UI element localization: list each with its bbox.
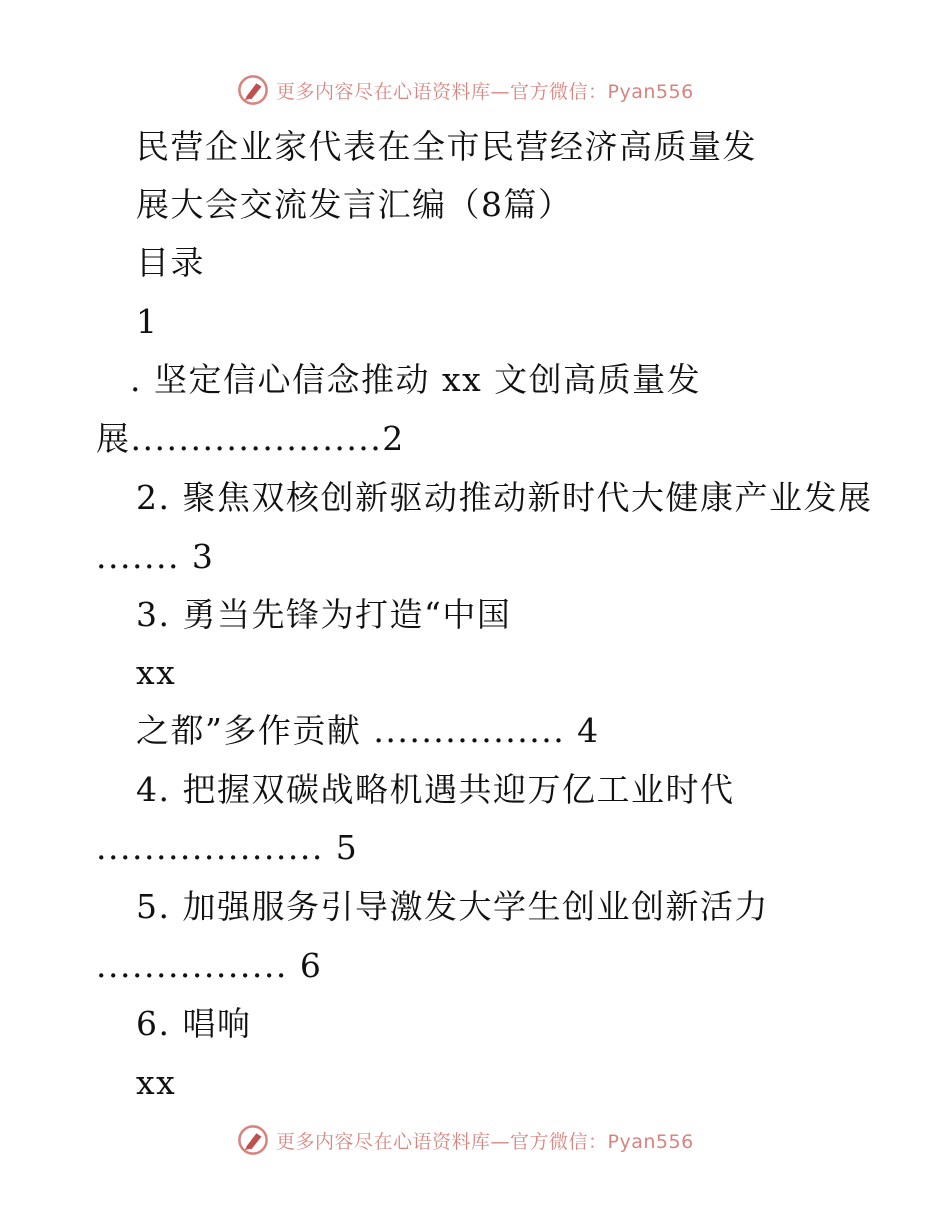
toc-line: 5. 加强服务引导激发大学生创业创新活力 <box>136 887 769 926</box>
toc-line: xx <box>136 1063 177 1102</box>
document-title-line-1: 民营企业家代表在全市民营经济高质量发 <box>136 127 757 166</box>
toc-line: 展.....................2 <box>96 419 405 458</box>
toc-line: ................... 5 <box>96 828 359 867</box>
toc-line: 2. 聚焦双核创新驱动推动新时代大健康产业发展 <box>136 478 873 517</box>
toc-line: xx <box>136 653 177 692</box>
toc-line: ................ 6 <box>96 946 323 985</box>
toc-line: 4. 把握双碳战略机遇共迎万亿工业时代 <box>136 770 735 809</box>
toc-line: 之都”多作贡献 ................ 4 <box>136 711 600 750</box>
toc-line: . 坚定信心信念推动 xx 文创高质量发 <box>130 360 702 399</box>
watermark-text: 更多内容尽在心语资料库—官方微信：Pyan556 <box>276 1130 694 1153</box>
toc-line: ....... 3 <box>96 537 215 576</box>
toc-heading: 目录 <box>136 243 205 282</box>
document-title-line-2: 展大会交流发言汇编（8篇） <box>136 185 573 224</box>
watermark-footer <box>236 1120 716 1160</box>
pen-nib-logo-icon <box>236 1123 270 1157</box>
watermark-text: 更多内容尽在心语资料库—官方微信：Pyan556 <box>276 80 694 103</box>
pen-nib-logo-icon <box>236 73 270 107</box>
toc-line: 3. 勇当先锋为打造“中国 <box>136 595 512 634</box>
toc-line: 6. 唱响 <box>136 1004 252 1043</box>
watermark-header <box>236 70 716 110</box>
toc-line: 1 <box>136 302 159 341</box>
